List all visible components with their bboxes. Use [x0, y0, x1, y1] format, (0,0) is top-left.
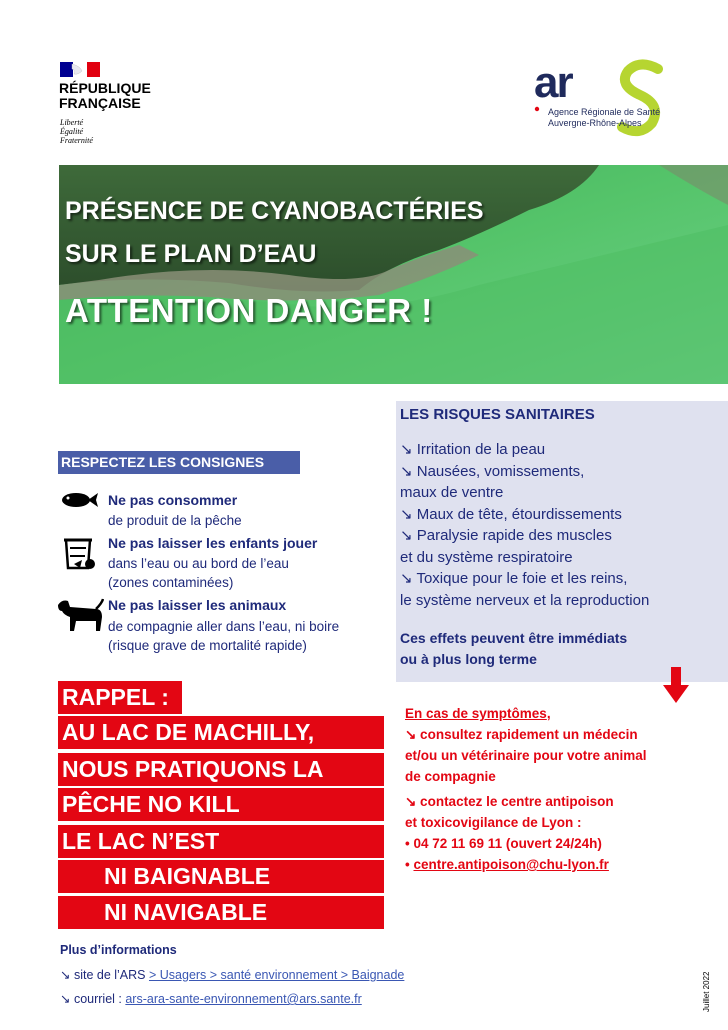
more-info-mail [60, 991, 362, 1006]
rf-title-line1: RÉPUBLIQUE [59, 80, 151, 96]
date-text: Juillet 2022 [702, 971, 711, 1012]
publication-date [700, 952, 714, 1012]
risk-item: le système nerveux et la reproduction [400, 591, 650, 609]
symptoms-line: ↘ contactez le centre antipoison [405, 794, 614, 809]
symptoms-section [405, 703, 723, 875]
risk-item: ↘ Maux de tête, étourdissements [400, 505, 622, 523]
rappel-heading: RAPPEL : [58, 681, 182, 714]
motto-egalite: Égalité [60, 127, 84, 136]
banner-title-line1: PRÉSENCE DE CYANOBACTÉRIES [65, 197, 484, 225]
risks-list [400, 439, 726, 611]
consigne-head-animals: Ne pas laisser les animaux [108, 597, 287, 613]
rappel-line: AU LAC DE MACHILLY, [58, 716, 384, 749]
ars-agency-name [548, 107, 660, 129]
rappel-line: NI NAVIGABLE [58, 896, 384, 929]
rappel-line: NOUS PRATIQUONS LA [58, 753, 384, 786]
consigne-head-children: Ne pas laisser les enfants jouer [108, 535, 318, 551]
rappel-line: NI BAIGNABLE [58, 860, 384, 893]
effects-line1: Ces effets peuvent être immédiats [400, 630, 628, 646]
rappel-line: LE LAC N’EST [58, 825, 384, 858]
motto-liberte: Liberté [60, 118, 84, 127]
risks-title: LES RISQUES SANITAIRES [400, 406, 595, 423]
symptoms-heading: En cas de symptômes [405, 706, 547, 721]
rappel-line: PÊCHE NO KILL [58, 788, 384, 821]
child-bucket-icon [60, 534, 100, 574]
more-info-title: Plus d’informations [60, 943, 177, 957]
consigne-body-children-2: (zones contaminées) [108, 575, 234, 590]
symptoms-line: de compagnie [405, 769, 496, 784]
health-risks-panel [396, 401, 728, 682]
banner-danger-heading: ATTENTION DANGER ! [65, 292, 433, 329]
ars-email-link[interactable]: ars-ara-sante-environnement@ars.sante.fr [125, 992, 362, 1006]
risk-item: ↘ Toxique pour le foie et les reins, [400, 570, 628, 587]
mail-prefix: ↘ courriel : [60, 992, 126, 1006]
dog-icon [56, 597, 104, 633]
email-bullet: • [405, 857, 414, 872]
antipoison-email-link[interactable]: centre.antipoison@chu-lyon.fr [413, 857, 609, 872]
republique-motto [60, 118, 93, 145]
symptoms-heading-suffix: , [546, 706, 551, 721]
effects-line2: ou à plus long terme [400, 651, 537, 667]
banner-title-line2: SUR LE PLAN D’EAU [65, 240, 317, 268]
site-prefix: ↘ site de l’ARS [60, 968, 149, 982]
risk-item: ↘ Nausées, vomissements, [400, 462, 585, 480]
svg-text:ar: ar [534, 58, 572, 107]
marianne-logo-icon [60, 62, 100, 77]
risk-item: maux de ventre [400, 484, 504, 501]
risk-item: et du système respiratoire [400, 548, 573, 566]
consigne-body-children-1: dans l’eau ou au bord de l’eau [108, 556, 289, 571]
consigne-body-animals-1: de compagnie aller dans l’eau, ni boire [108, 619, 340, 634]
fish-icon [60, 490, 98, 510]
symptoms-line: et toxicovigilance de Lyon : [405, 815, 582, 830]
risks-effects-note [400, 628, 720, 670]
ars-site-link[interactable]: > Usagers > santé environnement > Baignade [148, 968, 405, 982]
symptoms-line: ↘ consultez rapidement un médecin [405, 727, 638, 742]
motto-fraternite: Fraternité [60, 136, 93, 145]
ars-name-line2: Auvergne-Rhône-Alpes [548, 118, 642, 128]
more-info-site [60, 967, 404, 982]
antipoison-phone: • 04 72 11 69 11 (ouvert 24/24h) [405, 836, 602, 851]
risk-item: ↘ Irritation de la peau [400, 441, 546, 458]
consigne-body-fishing: de produit de la pêche [108, 513, 242, 528]
consignes-title: RESPECTEZ LES CONSIGNES [58, 451, 300, 474]
down-arrow-icon [663, 667, 689, 703]
rf-title-line2: FRANÇAISE [59, 95, 141, 111]
republique-francaise-title [59, 81, 151, 111]
ars-name-line1: Agence Régionale de Santé [548, 107, 661, 117]
consigne-body-animals-2: (risque grave de mortalité rapide) [108, 638, 307, 653]
consigne-head-fishing: Ne pas consommer [108, 492, 238, 508]
lake-banner [59, 165, 728, 384]
risk-item: ↘ Paralysie rapide des muscles [400, 527, 612, 544]
symptoms-line: et/ou un vétérinaire pour votre animal [405, 748, 647, 763]
